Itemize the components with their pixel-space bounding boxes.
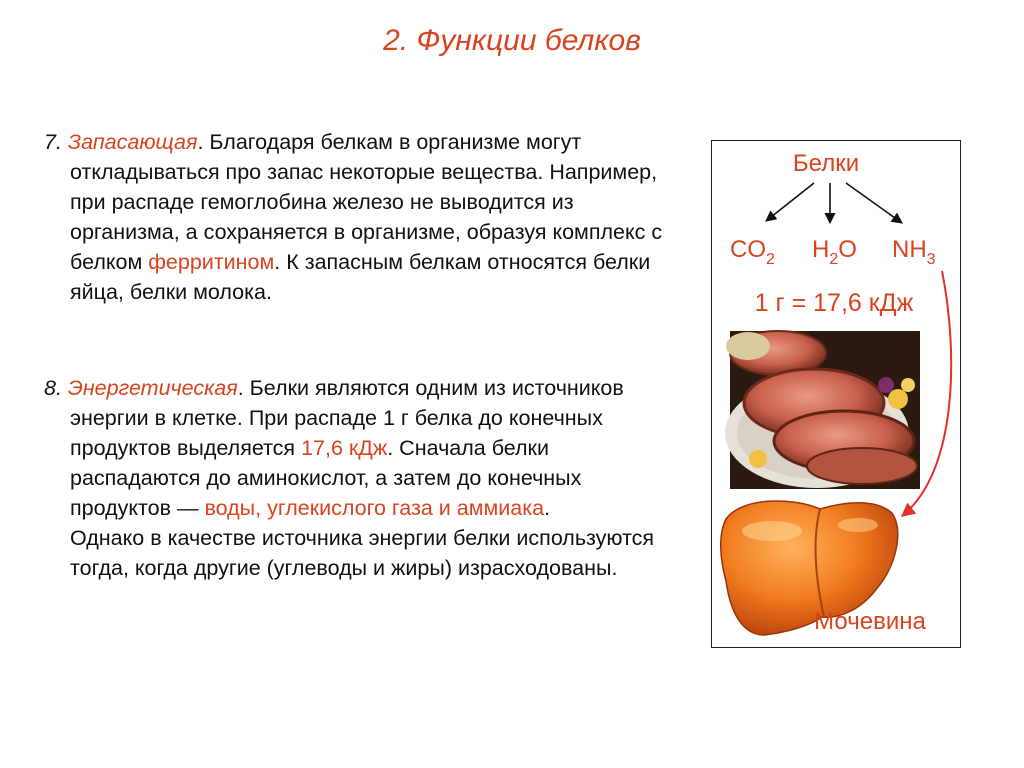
energy-value: 17,6 кДж (301, 436, 388, 460)
section-storage-function (44, 127, 664, 307)
function-name-energy: Энергетическая (67, 376, 238, 400)
co2-formula: $CO_2$ (730, 236, 775, 268)
page-title: 2. Функции белков (383, 24, 641, 57)
nh3-formula: $NH_3$ (892, 236, 936, 268)
storage-paragraph (44, 127, 664, 307)
energy-text-2: . Сначала белки распадаются до аминокислот, а затем до конечных продуктов — (70, 436, 582, 520)
function-name-storage: Запасающая (67, 130, 198, 154)
energy-paragraph (44, 373, 664, 523)
energy-yield-label: 1 г = 17,6 кДж (754, 289, 914, 317)
meat-image (725, 331, 920, 489)
proteins-label: Белки (792, 150, 860, 177)
diagram-canvas (712, 141, 961, 648)
section-number: 8. (44, 376, 62, 400)
section-energy-function (44, 373, 664, 583)
energy-text: . Белки являются одним из источников энергии в клетке. При распаде 1 г белка до конечных продуктов выделяется (70, 376, 624, 460)
h2o-formula: $H_2O$ (812, 236, 857, 268)
ferritin-term: ферритином (148, 250, 275, 274)
storage-text-end: . К запасным белкам относятся белки яйца, белки молока. (70, 250, 651, 304)
protein-breakdown-diagram (711, 140, 961, 648)
end-products: воды, углекислого газа и аммиака (204, 496, 545, 520)
storage-text: . Благодаря белкам в организме могут откладываться про запас некоторые вещества. Например, при распаде гемоглобина железо не выводится из организма, а сохраняется в организме, образуя комплекс с белком (70, 130, 663, 274)
urea-label: Мочевина (814, 608, 926, 635)
energy-text-3: . (544, 496, 551, 520)
energy-note: Однако в качестве источника энергии белки используются тогда, когда другие (углеводы и жиры) израсходованы. (70, 526, 655, 580)
arrow-to-co2 (766, 183, 814, 221)
section-number: 7. (44, 130, 62, 154)
arrow-to-nh3 (846, 183, 902, 223)
